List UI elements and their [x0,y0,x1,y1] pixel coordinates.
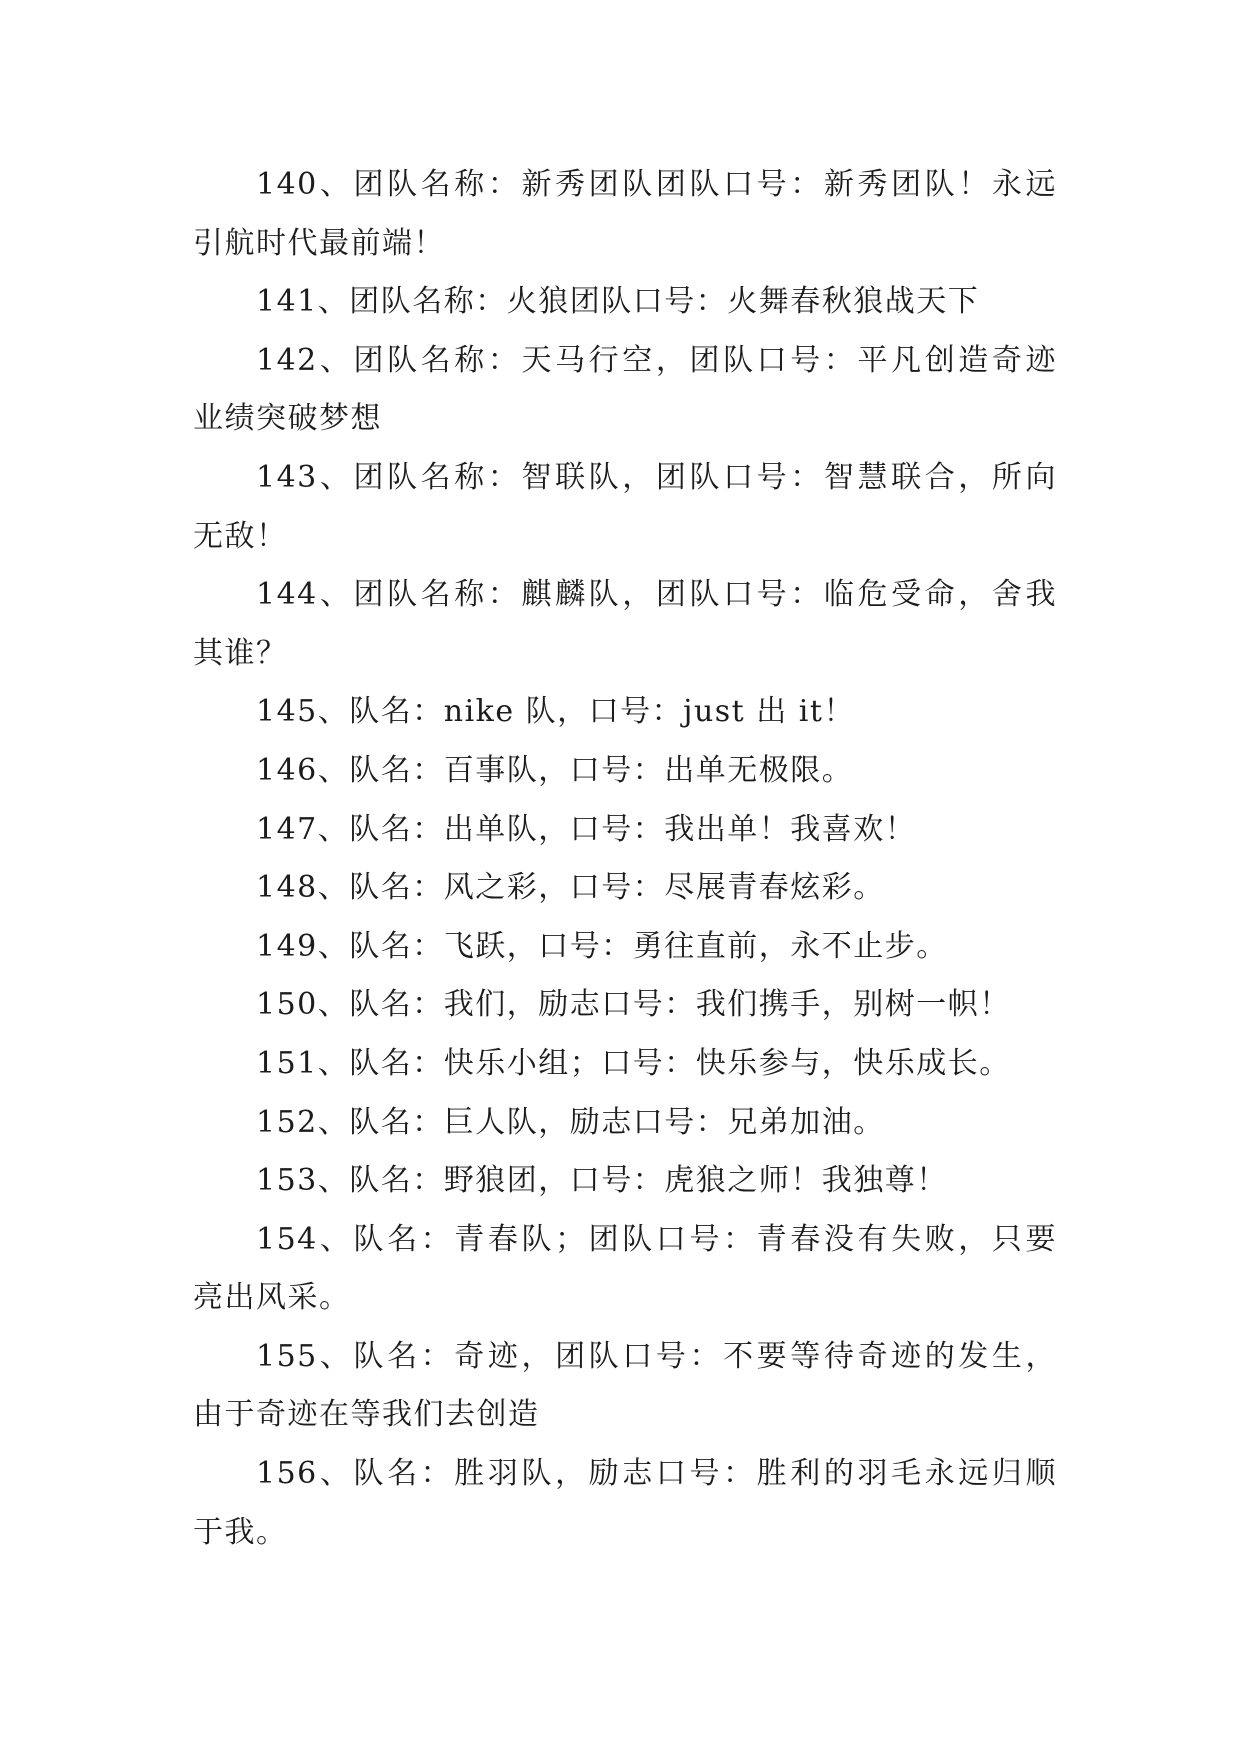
list-item-140 [193,156,1057,273]
paragraph-line: 由于奇迹在等我们去创造 [193,1397,540,1433]
paragraph-line: 亮出风采。 [193,1280,351,1316]
paragraph-line: 153、队名：野狼团，口号：虎狼之师！我独尊！ [256,1163,948,1199]
paragraph-line: 152、队名：巨人队，励志口号：兄弟加油。 [256,1104,885,1140]
paragraph-line: 144、团队名称：麒麟队，团队口号：临危受命，舍我 [256,577,1057,613]
document-body [193,156,1057,1562]
paragraph-line: 151、队名：快乐小组；口号：快乐参与，快乐成长。 [256,1045,1011,1081]
list-item-149 [193,918,1057,977]
paragraph-line: 154、队名：青春队；团队口号：青春没有失败，只要 [256,1221,1057,1257]
paragraph-line: 155、队名：奇迹，团队口号：不要等待奇迹的发生， [256,1338,1057,1374]
paragraph-line: 于我。 [193,1514,288,1550]
paragraph-line: 引航时代最前端！ [193,225,445,261]
paragraph-line: 其谁？ [193,635,288,671]
list-item-141 [193,273,1057,332]
list-item-153 [193,1152,1057,1211]
list-item-154 [193,1211,1057,1328]
list-item-144 [193,566,1057,683]
paragraph-line: 141、团队名称：火狼团队口号：火舞春秋狼战天下 [256,284,980,320]
paragraph-line: 142、团队名称：天马行空，团队口号：平凡创造奇迹 [256,342,1057,378]
list-item-145 [193,683,1057,742]
paragraph-line: 147、队名：出单队，口号：我出单！我喜欢！ [256,811,917,847]
paragraph-line: 业绩突破梦想 [193,401,382,437]
list-item-152 [193,1094,1057,1153]
list-item-151 [193,1035,1057,1094]
list-item-143 [193,449,1057,566]
paragraph-line: 156、队名：胜羽队，励志口号：胜利的羽毛永远归顺 [256,1456,1057,1492]
list-item-142 [193,332,1057,449]
paragraph-line: 145、队名：nike 队，口号：just 出 it！ [256,694,855,730]
list-item-146 [193,742,1057,801]
paragraph-line: 146、队名：百事队，口号：出单无极限。 [256,752,854,788]
paragraph-line: 148、队名：风之彩，口号：尽展青春炫彩。 [256,870,885,906]
list-item-150 [193,976,1057,1035]
list-item-155 [193,1328,1057,1445]
list-item-148 [193,859,1057,918]
paragraph-line: 143、团队名称：智联队，团队口号：智慧联合，所向 [256,459,1057,495]
paragraph-line: 140、团队名称：新秀团队团队口号：新秀团队！永远 [256,167,1057,202]
paragraph-line: 无敌！ [193,518,288,554]
list-item-147 [193,801,1057,860]
paragraph-line: 150、队名：我们，励志口号：我们携手，别树一帜！ [256,987,1011,1023]
paragraph-line: 149、队名：飞跃，口号：勇往直前，永不止步。 [256,928,948,964]
list-item-156 [193,1445,1057,1562]
